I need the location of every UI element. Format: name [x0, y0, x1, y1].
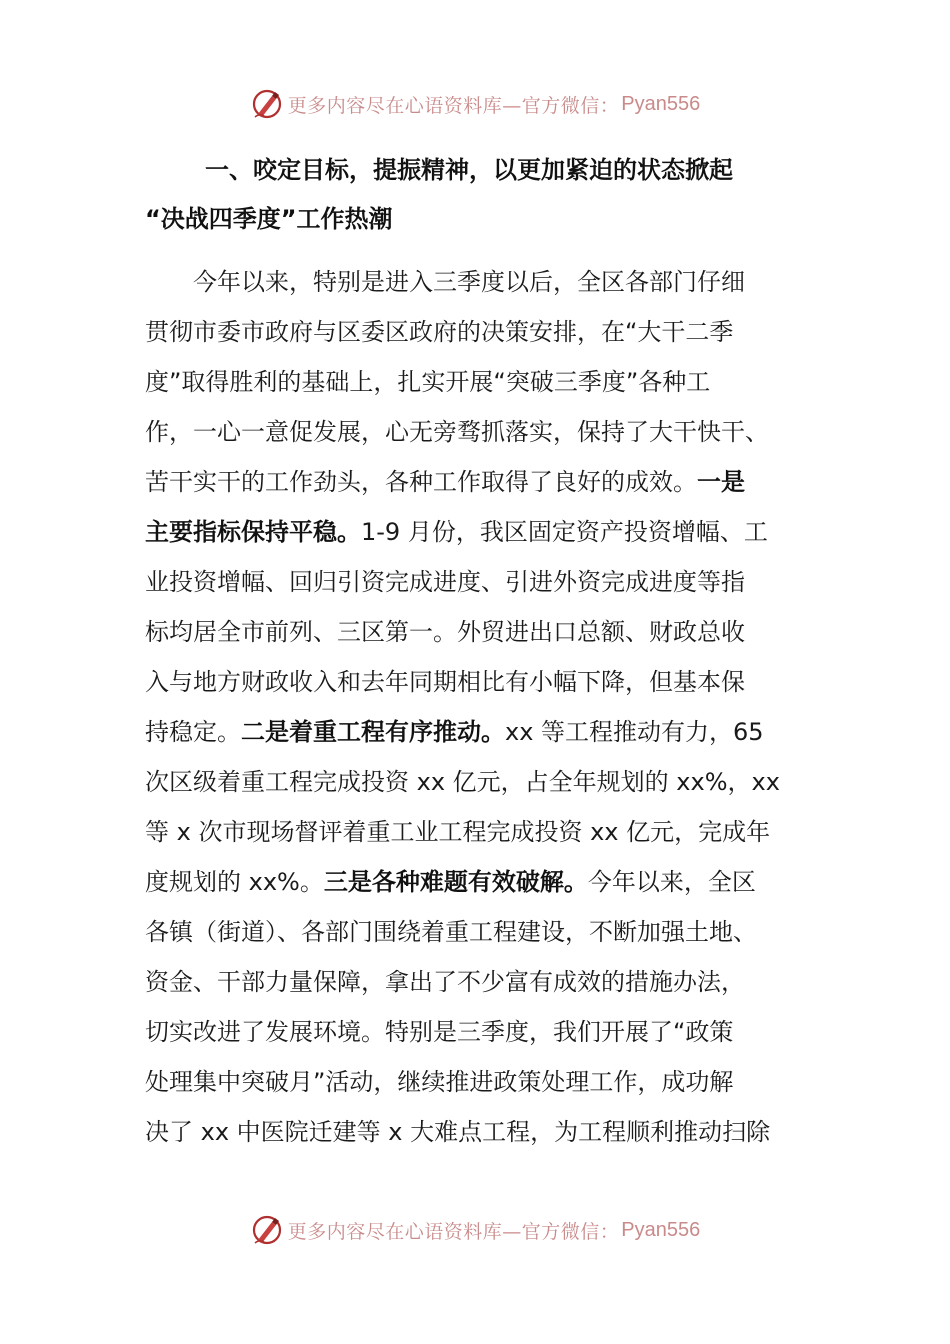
bold-lead: 三是各种难题有效破解。 — [323, 868, 588, 896]
section-heading-line-1: 一、咬定目标，提振精神，以更加紧迫的状态掀起 — [205, 156, 733, 184]
paragraph-line: 业投资增幅、回归引资完成进度、引进外资完成进度等指 — [145, 568, 745, 596]
banner-wechat-id: Pyan556 — [621, 1218, 701, 1241]
paragraph-line: 度规划的 xx%。三是各种难题有效破解。今年以来，全区 — [145, 868, 756, 896]
banner-text: 更多内容尽在心语资料库—官方微信： — [287, 94, 620, 117]
paragraph-line: 今年以来，特别是进入三季度以后，全区各部门仔细 — [193, 268, 745, 296]
bold-lead: 主要指标保持平稳。 — [145, 518, 361, 546]
paragraph-line: 资金、干部力量保障，拿出了不少富有成效的措施办法， — [145, 968, 745, 996]
paragraph-line: 入与地方财政收入和去年同期相比有小幅下降，但基本保 — [145, 668, 745, 696]
paragraph-line: 切实改进了发展环境。特别是三季度，我们开展了“政策 — [145, 1018, 734, 1046]
paragraph-line: 标均居全市前列、三区第一。外贸进出口总额、财政总收 — [145, 618, 745, 646]
paragraph-line: 次区级着重工程完成投资 xx 亿元，占全年规划的 xx%，xx — [145, 768, 780, 796]
watermark-banner-top — [0, 84, 950, 124]
paragraph-line: 等 x 次市现场督评着重工业工程完成投资 xx 亿元，完成年 — [145, 818, 771, 846]
paragraph-line: 处理集中突破月”活动，继续推进政策处理工作，成功解 — [145, 1068, 734, 1096]
pen-logo-icon — [250, 1213, 284, 1247]
watermark-banner-bottom — [0, 1210, 950, 1250]
section-heading-line-2: “决战四季度”工作热潮 — [145, 205, 393, 233]
paragraph-line: 贯彻市委市政府与区委区政府的决策安排，在“大干二季 — [145, 318, 734, 346]
paragraph-line: 决了 xx 中医院迁建等 x 大难点工程，为工程顺利推动扫除 — [145, 1118, 771, 1146]
banner-wechat-id: Pyan556 — [621, 92, 701, 115]
bold-lead: 二是着重工程有序推动。 — [241, 718, 505, 746]
paragraph-line: 度”取得胜利的基础上，扎实开展“突破三季度”各种工 — [145, 368, 711, 396]
bold-lead: 一是 — [697, 468, 745, 496]
paragraph-line: 各镇（街道）、各部门围绕着重工程建设，不断加强土地、 — [145, 918, 757, 946]
paragraph-line: 主要指标保持平稳。1-9 月份，我区固定资产投资增幅、工 — [145, 518, 768, 546]
paragraph-line: 持稳定。二是着重工程有序推动。xx 等工程推动有力，65 — [145, 718, 764, 746]
pen-logo-icon — [250, 87, 284, 121]
banner-text: 更多内容尽在心语资料库—官方微信： — [287, 1220, 620, 1243]
paragraph-line: 作，一心一意促发展，心无旁骛抓落实，保持了大干快干、 — [145, 418, 769, 446]
paragraph-line: 苦干实干的工作劲头，各种工作取得了良好的成效。一是 — [145, 468, 745, 496]
